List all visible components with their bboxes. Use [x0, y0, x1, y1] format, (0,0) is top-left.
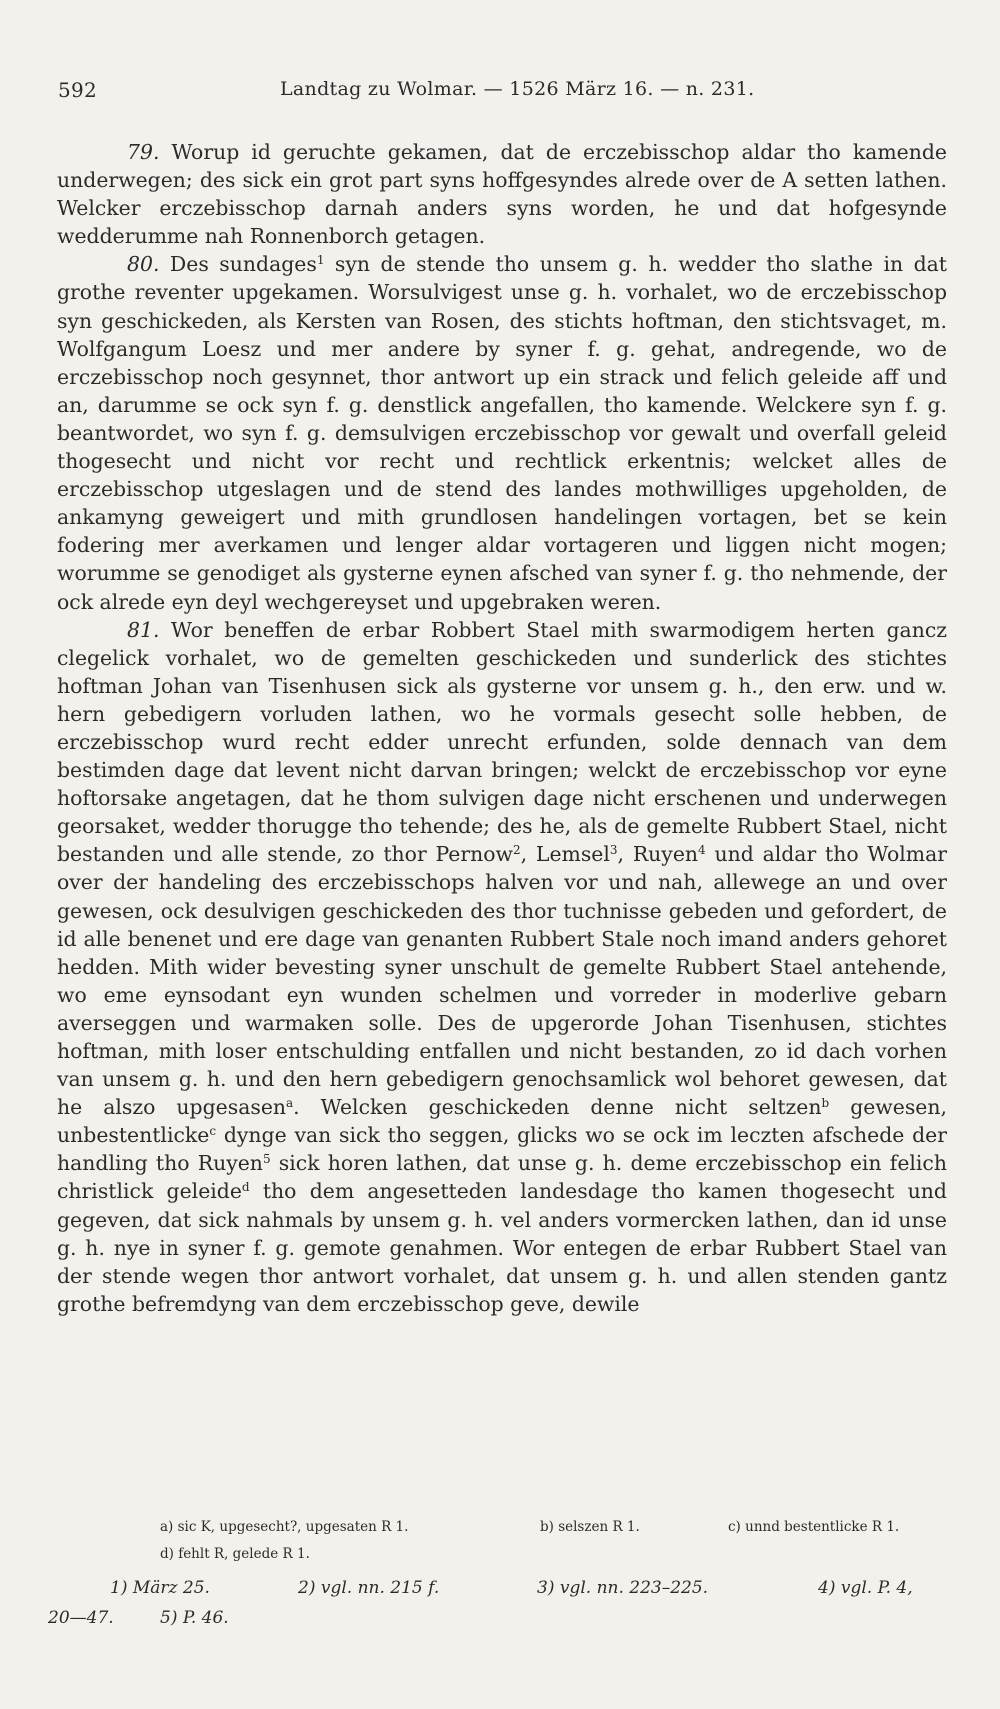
footnote-ref: 2 [512, 843, 521, 858]
footnote-ref: 5 [262, 1152, 271, 1167]
footnote-2: 2) vgl. nn. 215 f. [298, 1578, 440, 1598]
paragraph-number: 80. [127, 252, 160, 277]
footnote-1: 1) März 25. [110, 1578, 210, 1598]
text-segment: Wor beneffen de erbar Robbert Stael mith swarmodigem herten gancz clegelick vorhalet, wo de gemelten geschickeden und sunderlick des stichtes hoftman Johan van Tisenhusen sick als gysterne vor unsem g. h., den erw. und w. hern gebedigern vorluden lathen, wo he vormals gesecht solle hebben, de erczebisschop wurd recht edder unrecht erfunden, solde dennach van dem bestimden dage dat levent nicht darvan bringen; welckt de erczebisschop vor eyne hoftorsake angetagen, dat he thom sulvigen dage nicht erschenen und underwegen georsaket, wedder thorugge tho tehende; des he, als de gemelte Rubbert Stael, nicht bestanden und alle stende, zo thor Pernow [57, 617, 947, 867]
footnote-ref: a [286, 1096, 294, 1111]
text-segment: tho dem angesetteden landesdage tho kamen thogesecht und gegeven, dat sick nahmals by unsem g. h. vel anders vormercken lathen, dan id unse g. h. nye in syner f. g. gemote genahmen. Wor entegen de erbar Rubbert Stael van der stende wegen thor antwort vorhalet, dat unsem g. h. und allen stenden gantz grothe befremdyng van dem erczebisschop geve, dewile [57, 1179, 947, 1316]
footnote-ref: 3 [609, 843, 618, 858]
text-segment: . Welcken geschickeden denne nicht seltzen [293, 1095, 822, 1120]
footnote-4: 4) vgl. P. 4, [818, 1578, 913, 1598]
text-segment: syn de stende tho unsem g. h. wedder tho slathe in dat grothe reventer upgekamen. Worsulvigest unse g. h. vorhalet, wo de erczebisschop syn geschickeden, als Kersten van Rosen, des stichts hoftman, den stichtsvaget, m. Wolfgangum Loesz und mer andere by syner f. g. gehat, andregende, wo de erczebisschop noch gesynnet, thor antwort up ein strack und felich geleide aff und an, darumme se ock syn f. g. denstlick angefallen, tho kamende. Welckere syn f. g. beantwordet, wo syn f. g. demsulvigen erczebisschop vor gewalt und overfall geleid thogesecht und nicht vor recht und rechtlick erkentnis; welcket alles de erczebisschop utgeslagen und de stend des landes mothwilliges upgeholden, de ankamyng geweigert und mith grundlosen handelingen vortagen, bet se kein fodering mer averkamen und lenger aldar vortageren und liggen nicht mogen; worumme se genodiget als gysterne eynen afsched van syner f. g. tho nehmende, der ock alrede eyn deyl wechgereyset und upgebraken weren. [57, 252, 947, 614]
footnote-d: d) fehlt R, gelede R 1. [160, 1546, 310, 1562]
footnote-ref: 1 [316, 253, 325, 268]
text-segment: , Ruyen [617, 842, 699, 867]
footnote-5: 5) P. 46. [160, 1608, 229, 1628]
footnote-ref: b [821, 1096, 830, 1111]
text-segment: gewesen, unbestentlicke [57, 1095, 947, 1148]
footnote-ref: c [209, 1124, 217, 1139]
text-segment: , Lemsel [520, 842, 610, 867]
paragraph-79 [57, 138, 947, 250]
paragraph-number: 81. [127, 617, 160, 642]
footnote-4-cont: 20—47. [48, 1608, 114, 1628]
text-segment: Worup id geruchte gekamen, dat de erczebisschop aldar tho kamende underwegen; des sick ein grot part syns hoffgesyndes alrede over de A setten lathen. Welcker erczebisschop darnah anders syns worden, he und dat hofgesynde wedderumme nah Ronnenborch getagen. [57, 140, 947, 249]
text-segment: dynge van sick tho seggen, glicks wo se ock im leczten afschede der handling tho Ruyen [57, 1123, 947, 1176]
footnote-3: 3) vgl. nn. 223–225. [537, 1578, 709, 1598]
text-segment: sick horen lathen, dat unse g. h. deme erczebisschop ein felich christlick geleide [57, 1151, 947, 1204]
page-number: 592 [58, 78, 98, 102]
paragraph-81 [57, 616, 947, 1318]
paragraph-80 [57, 250, 947, 615]
text-segment: und aldar tho Wolmar over der handeling des erczebisschops halven vor und nah, allewege an und over gewesen, ock desulvigen geschickeden des thor tuchnisse gebeden und gefordert, de id alle benenet und ere dage van genanten Rubbert Stale noch imand anders gehoret hedden. Mith wider bevesting syner unschult de gemelte Rubbert Stael antehende, wo eme eynsodant eyn wunden schelmen und vorreder in moderlive gebarn averseggen und warmaken solle. Des de upgerorde Johan Tisenhusen, stichtes hoftman, mith loser entschulding entfallen und nicht bestanden, zo id dach vorhen van unsem g. h. und den hern gebedigern genochsamlick wol behoret gewesen, dat he alszo upgesasen [57, 842, 948, 1120]
page-header [58, 78, 938, 108]
paragraph-number: 79. [127, 140, 160, 164]
running-title: Landtag zu Wolmar. — 1526 März 16. — n. 231. [280, 78, 755, 100]
footnote-ref: d [241, 1180, 250, 1195]
footnote-a: a) sic K, upgesecht?, upgesaten R 1. [160, 1519, 409, 1535]
footnote-c: c) unnd bestentlicke R 1. [728, 1519, 900, 1535]
footnote-ref: 4 [698, 843, 706, 858]
footnote-b: b) selszen R 1. [540, 1519, 640, 1535]
main-text [57, 138, 947, 1318]
text-segment: Des sundages [159, 252, 317, 277]
